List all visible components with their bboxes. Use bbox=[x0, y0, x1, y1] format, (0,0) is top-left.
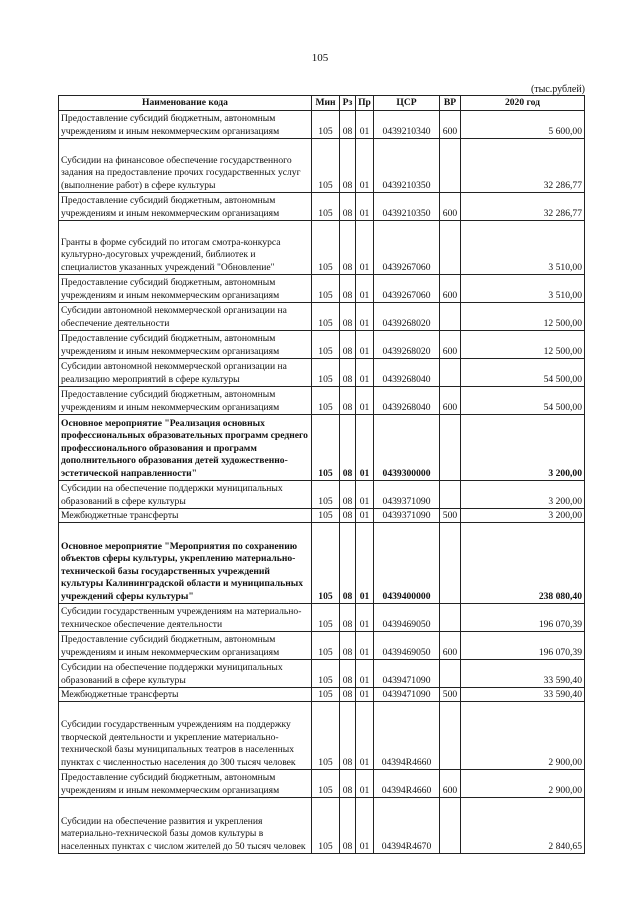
csr-cell: 0439210340 bbox=[374, 111, 440, 139]
header-pr: Пр bbox=[356, 96, 374, 111]
name-cell: Субсидии на обеспечение поддержки муниципальных образований в сфере культуры bbox=[59, 481, 312, 509]
vr-cell bbox=[440, 139, 461, 193]
rz-cell: 08 bbox=[340, 509, 356, 523]
table-row bbox=[59, 660, 585, 688]
name-cell: Субсидии автономной некоммерческой организации на реализацию мероприятий в сфере культуры bbox=[59, 359, 312, 387]
sum-cell: 2 900,00 bbox=[461, 702, 585, 770]
header-name: Наименование кода bbox=[59, 96, 312, 111]
vr-cell: 600 bbox=[440, 111, 461, 139]
rz-cell: 08 bbox=[340, 387, 356, 415]
csr-cell: 0439268020 bbox=[374, 331, 440, 359]
vr-cell: 600 bbox=[440, 193, 461, 221]
min-cell: 105 bbox=[312, 193, 340, 221]
csr-cell: 04394R4660 bbox=[374, 770, 440, 798]
name-cell: Гранты в форме субсидий по итогам смотра-конкурса культурно-досуговых учреждений, библиотек и специалистов указанных учреждений "Обновление" bbox=[59, 221, 312, 275]
min-cell: 105 bbox=[312, 702, 340, 770]
min-cell: 105 bbox=[312, 604, 340, 632]
min-cell: 105 bbox=[312, 415, 340, 481]
vr-cell: 600 bbox=[440, 632, 461, 660]
header-row bbox=[59, 96, 585, 111]
table-row bbox=[59, 111, 585, 139]
pr-cell: 01 bbox=[356, 481, 374, 509]
csr-cell: 0439268040 bbox=[374, 387, 440, 415]
sum-cell: 33 590,40 bbox=[461, 688, 585, 702]
name-cell: Межбюджетные трансферты bbox=[59, 688, 312, 702]
header-csr: ЦСР bbox=[374, 96, 440, 111]
pr-cell: 01 bbox=[356, 770, 374, 798]
rz-cell: 08 bbox=[340, 139, 356, 193]
min-cell: 105 bbox=[312, 798, 340, 854]
csr-cell: 0439210350 bbox=[374, 139, 440, 193]
pr-cell: 01 bbox=[356, 303, 374, 331]
rz-cell: 08 bbox=[340, 798, 356, 854]
header-min: Мин bbox=[312, 96, 340, 111]
vr-cell bbox=[440, 604, 461, 632]
vr-cell: 500 bbox=[440, 509, 461, 523]
table-row bbox=[59, 415, 585, 481]
rz-cell: 08 bbox=[340, 523, 356, 604]
name-cell: Основное мероприятие "Мероприятия по сохранению объектов сферы культуры, укреплению материально-технической базы государственных учреждений культуры Калининградской области и муниципальных учреждений сферы культуры" bbox=[59, 523, 312, 604]
header-rz: Рз bbox=[340, 96, 356, 111]
min-cell: 105 bbox=[312, 632, 340, 660]
min-cell: 105 bbox=[312, 770, 340, 798]
pr-cell: 01 bbox=[356, 523, 374, 604]
rz-cell: 08 bbox=[340, 331, 356, 359]
csr-cell: 04394R4660 bbox=[374, 702, 440, 770]
name-cell: Субсидии автономной некоммерческой организации на обеспечение деятельности bbox=[59, 303, 312, 331]
sum-cell: 32 286,77 bbox=[461, 193, 585, 221]
name-cell: Предоставление субсидий бюджетным, автономным учреждениям и иным некоммерческим организациям bbox=[59, 632, 312, 660]
min-cell: 105 bbox=[312, 331, 340, 359]
sum-cell: 33 590,40 bbox=[461, 660, 585, 688]
csr-cell: 0439371090 bbox=[374, 481, 440, 509]
min-cell: 105 bbox=[312, 221, 340, 275]
rz-cell: 08 bbox=[340, 702, 356, 770]
rz-cell: 08 bbox=[340, 193, 356, 221]
table-row bbox=[59, 688, 585, 702]
csr-cell: 0439471090 bbox=[374, 660, 440, 688]
page-number: 105 bbox=[311, 52, 329, 64]
sum-cell: 3 510,00 bbox=[461, 221, 585, 275]
table-row bbox=[59, 193, 585, 221]
header-vr: ВР bbox=[440, 96, 461, 111]
table-row bbox=[59, 275, 585, 303]
name-cell: Субсидии государственным учреждениям на материально-техническое обеспечение деятельности bbox=[59, 604, 312, 632]
table-row bbox=[59, 139, 585, 193]
table-row bbox=[59, 509, 585, 523]
csr-cell: 0439471090 bbox=[374, 688, 440, 702]
pr-cell: 01 bbox=[356, 111, 374, 139]
sum-cell: 3 510,00 bbox=[461, 275, 585, 303]
rz-cell: 08 bbox=[340, 481, 356, 509]
units-label: (тыс.рублей) bbox=[530, 84, 585, 95]
sum-cell: 2 840,65 bbox=[461, 798, 585, 854]
table-row bbox=[59, 604, 585, 632]
pr-cell: 01 bbox=[356, 387, 374, 415]
vr-cell bbox=[440, 798, 461, 854]
min-cell: 105 bbox=[312, 111, 340, 139]
rz-cell: 08 bbox=[340, 660, 356, 688]
table-row bbox=[59, 331, 585, 359]
vr-cell bbox=[440, 415, 461, 481]
sum-cell: 3 200,00 bbox=[461, 481, 585, 509]
rz-cell: 08 bbox=[340, 221, 356, 275]
budget-table bbox=[58, 95, 585, 854]
name-cell: Предоставление субсидий бюджетным, автономным учреждениям и иным некоммерческим организациям bbox=[59, 275, 312, 303]
vr-cell: 500 bbox=[440, 688, 461, 702]
pr-cell: 01 bbox=[356, 275, 374, 303]
sum-cell: 238 080,40 bbox=[461, 523, 585, 604]
name-cell: Предоставление субсидий бюджетным, автономным учреждениям и иным некоммерческим организациям bbox=[59, 387, 312, 415]
min-cell: 105 bbox=[312, 509, 340, 523]
pr-cell: 01 bbox=[356, 509, 374, 523]
header-year: 2020 год bbox=[461, 96, 585, 111]
table-row bbox=[59, 359, 585, 387]
vr-cell bbox=[440, 481, 461, 509]
vr-cell bbox=[440, 359, 461, 387]
pr-cell: 01 bbox=[356, 632, 374, 660]
csr-cell: 0439267060 bbox=[374, 275, 440, 303]
min-cell: 105 bbox=[312, 481, 340, 509]
pr-cell: 01 bbox=[356, 331, 374, 359]
csr-cell: 0439267060 bbox=[374, 221, 440, 275]
name-cell: Субсидии на обеспечение развития и укрепления материально-технической базы домов культуры в населенных пунктах с числом жителей до 50 тысяч человек bbox=[59, 798, 312, 854]
name-cell: Предоставление субсидий бюджетным, автономным учреждениям и иным некоммерческим организациям bbox=[59, 111, 312, 139]
rz-cell: 08 bbox=[340, 275, 356, 303]
pr-cell: 01 bbox=[356, 193, 374, 221]
vr-cell bbox=[440, 221, 461, 275]
sum-cell: 12 500,00 bbox=[461, 331, 585, 359]
min-cell: 105 bbox=[312, 139, 340, 193]
csr-cell: 0439371090 bbox=[374, 509, 440, 523]
name-cell: Субсидии на финансовое обеспечение государственного задания на предоставление прочих государственных услуг (выполнение работ) в сфере культуры bbox=[59, 139, 312, 193]
csr-cell: 04394R4670 bbox=[374, 798, 440, 854]
name-cell: Основное мероприятие "Реализация основных профессиональных образовательных программ среднего профессионального образования и программ дополнительного образования детей художественно-эстетической направленности" bbox=[59, 415, 312, 481]
sum-cell: 54 500,00 bbox=[461, 359, 585, 387]
rz-cell: 08 bbox=[340, 632, 356, 660]
vr-cell: 600 bbox=[440, 275, 461, 303]
rz-cell: 08 bbox=[340, 688, 356, 702]
csr-cell: 0439469050 bbox=[374, 604, 440, 632]
csr-cell: 0439268020 bbox=[374, 303, 440, 331]
vr-cell: 600 bbox=[440, 770, 461, 798]
sum-cell: 5 600,00 bbox=[461, 111, 585, 139]
csr-cell: 0439268040 bbox=[374, 359, 440, 387]
pr-cell: 01 bbox=[356, 604, 374, 632]
name-cell: Предоставление субсидий бюджетным, автономным учреждениям и иным некоммерческим организациям bbox=[59, 331, 312, 359]
pr-cell: 01 bbox=[356, 415, 374, 481]
table-row bbox=[59, 702, 585, 770]
vr-cell bbox=[440, 523, 461, 604]
sum-cell: 2 900,00 bbox=[461, 770, 585, 798]
table-row bbox=[59, 303, 585, 331]
name-cell: Субсидии на обеспечение поддержки муниципальных образований в сфере культуры bbox=[59, 660, 312, 688]
csr-cell: 0439210350 bbox=[374, 193, 440, 221]
pr-cell: 01 bbox=[356, 688, 374, 702]
rz-cell: 08 bbox=[340, 415, 356, 481]
vr-cell: 600 bbox=[440, 331, 461, 359]
table-row bbox=[59, 481, 585, 509]
sum-cell: 12 500,00 bbox=[461, 303, 585, 331]
name-cell: Предоставление субсидий бюджетным, автономным учреждениям и иным некоммерческим организациям bbox=[59, 193, 312, 221]
csr-cell: 0439300000 bbox=[374, 415, 440, 481]
table-row bbox=[59, 523, 585, 604]
pr-cell: 01 bbox=[356, 798, 374, 854]
rz-cell: 08 bbox=[340, 303, 356, 331]
vr-cell bbox=[440, 702, 461, 770]
rz-cell: 08 bbox=[340, 770, 356, 798]
pr-cell: 01 bbox=[356, 702, 374, 770]
rz-cell: 08 bbox=[340, 111, 356, 139]
table-row bbox=[59, 632, 585, 660]
min-cell: 105 bbox=[312, 660, 340, 688]
pr-cell: 01 bbox=[356, 139, 374, 193]
pr-cell: 01 bbox=[356, 359, 374, 387]
name-cell: Межбюджетные трансферты bbox=[59, 509, 312, 523]
name-cell: Субсидии государственным учреждениям на поддержку творческой деятельности и укрепление материально-технической базы муниципальных театров в населенных пунктах с численностью населения до 300 тысяч человек bbox=[59, 702, 312, 770]
min-cell: 105 bbox=[312, 275, 340, 303]
pr-cell: 01 bbox=[356, 660, 374, 688]
csr-cell: 0439400000 bbox=[374, 523, 440, 604]
sum-cell: 196 070,39 bbox=[461, 632, 585, 660]
sum-cell: 54 500,00 bbox=[461, 387, 585, 415]
csr-cell: 0439469050 bbox=[374, 632, 440, 660]
min-cell: 105 bbox=[312, 523, 340, 604]
min-cell: 105 bbox=[312, 359, 340, 387]
sum-cell: 3 200,00 bbox=[461, 509, 585, 523]
table-row bbox=[59, 798, 585, 854]
table-row bbox=[59, 221, 585, 275]
min-cell: 105 bbox=[312, 303, 340, 331]
vr-cell bbox=[440, 660, 461, 688]
min-cell: 105 bbox=[312, 387, 340, 415]
sum-cell: 3 200,00 bbox=[461, 415, 585, 481]
table-row bbox=[59, 770, 585, 798]
name-cell: Предоставление субсидий бюджетным, автономным учреждениям и иным некоммерческим организациям bbox=[59, 770, 312, 798]
sum-cell: 32 286,77 bbox=[461, 139, 585, 193]
min-cell: 105 bbox=[312, 688, 340, 702]
rz-cell: 08 bbox=[340, 359, 356, 387]
sum-cell: 196 070,39 bbox=[461, 604, 585, 632]
rz-cell: 08 bbox=[340, 604, 356, 632]
vr-cell: 600 bbox=[440, 387, 461, 415]
table-row bbox=[59, 387, 585, 415]
vr-cell bbox=[440, 303, 461, 331]
pr-cell: 01 bbox=[356, 221, 374, 275]
